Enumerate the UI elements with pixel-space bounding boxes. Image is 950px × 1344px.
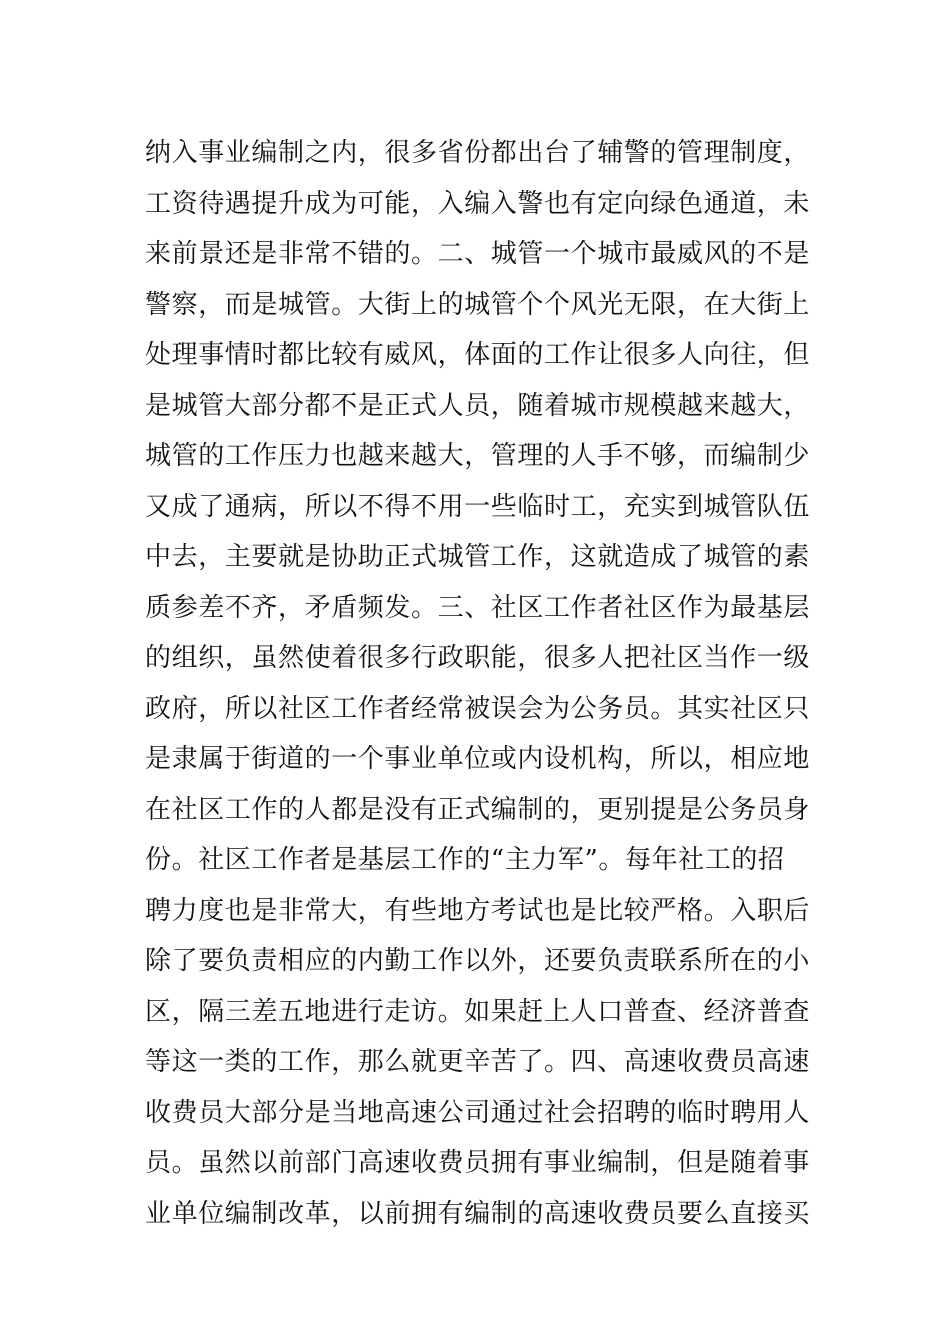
text-line: 聘力度也是非常大，有些地方考试也是比较严格。入职后 <box>145 895 811 926</box>
text-line: 警察，而是城管。大街上的城管个个风光无限，在大街上 <box>145 289 811 320</box>
body-text <box>145 131 815 1242</box>
text-line: 区，隔三差五地进行走访。如果赶上人口普查、经济普查 <box>145 996 811 1027</box>
text-line: 的组织，虽然使着很多行政职能，很多人把社区当作一级 <box>145 643 811 673</box>
text-line: 员。虽然以前部门高速收费员拥有事业编制，但是随着事 <box>145 1148 811 1178</box>
text-line: 工资待遇提升成为可能，入编入警也有定向绿色通道，未 <box>145 188 811 219</box>
text-line: 政府，所以社区工作者经常被误会为公务员。其实社区只 <box>145 693 811 724</box>
text-line: 是城管大部分都不是正式人员，随着城市规模越来越大， <box>145 390 811 421</box>
text-line: 除了要负责相应的内勤工作以外，还要负责联系所在的小 <box>145 946 811 976</box>
text-line: 收费员大部分是当地高速公司通过社会招聘的临时聘用人 <box>145 1097 811 1128</box>
text-line: 来前景还是非常不错的。二、城管一个城市最威风的不是 <box>145 239 811 269</box>
text-line: 份。社区工作者是基层工作的“主力军”。每年社工的招 <box>145 845 785 875</box>
text-line: 是隶属于街道的一个事业单位或内设机构，所以，相应地 <box>145 744 811 774</box>
text-line: 在社区工作的人都是没有正式编制的，更别提是公务员身 <box>145 794 811 825</box>
text-line: 城管的工作压力也越来越大，管理的人手不够，而编制少 <box>145 441 811 471</box>
text-line: 又成了通病，所以不得不用一些临时工，充实到城管队伍 <box>145 491 811 522</box>
text-line: 纳入事业编制之内，很多省份都出台了辅警的管理制度， <box>145 138 811 168</box>
text-line: 业单位编制改革，以前拥有编制的高速收费员要么直接买 <box>145 1198 811 1229</box>
text-line: 处理事情时都比较有威风，体面的工作让很多人向往，但 <box>145 340 811 370</box>
text-line: 等这一类的工作，那么就更辛苦了。四、高速收费员高速 <box>145 1047 811 1077</box>
text-line: 中去，主要就是协助正式城管工作，这就造成了城管的素 <box>145 542 811 572</box>
text-line: 质参差不齐，矛盾频发。三、社区工作者社区作为最基层 <box>145 592 811 623</box>
